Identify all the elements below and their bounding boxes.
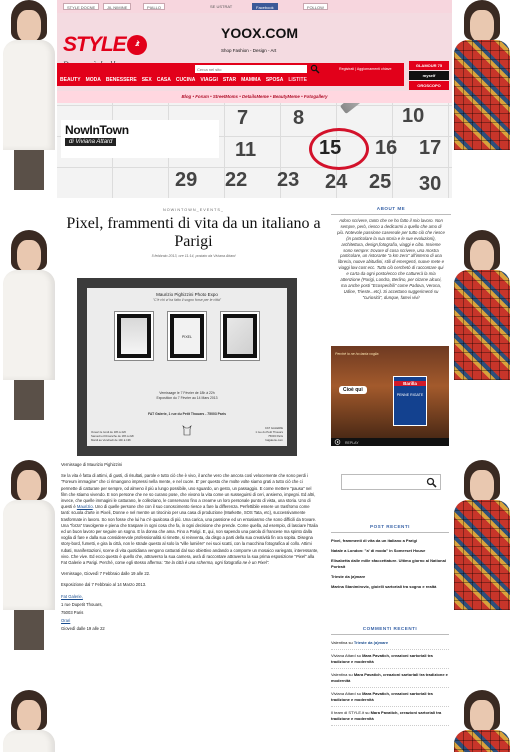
replay-icon[interactable] <box>334 439 341 445</box>
comment-item: Valentina su Trieste da (a)mare <box>331 640 449 650</box>
paragraph: 1 rue Dupetit Thouars, <box>61 601 103 607</box>
comment-post-link[interactable]: Mara Pavatich, creazioni sartoriali tra tradizione e modernità <box>331 672 448 683</box>
calendar-number: 15 <box>319 137 342 159</box>
paragraph: Vernissage, Giovedì 7 Febbraio dalle 19 alle 22. <box>61 571 151 577</box>
nav-item-benessere[interactable]: BENESSERE <box>105 77 137 83</box>
nav-item-beauty[interactable]: BEAUTY <box>60 77 81 83</box>
model-figure <box>452 230 512 410</box>
partner-links <box>409 61 449 91</box>
main-nav <box>57 75 404 86</box>
model-figure <box>0 690 57 752</box>
paragraph: Vernissage di Maurizio Pighizzini <box>61 462 122 467</box>
nav-item-sposa[interactable]: SPOSA <box>265 77 284 83</box>
paragraph: Se la vita è fatta di attimi, di gusti, di risultati, parole e tutto ciò che è vivo, il anche vero che ancora così velocemente che sono perdi i "Foreum immagine" che ci rimangono impressi nella mente, e nel cuore. E' per questo che molte volte siamo grati a tutto ciò che ci permette di catturare per sempre, od almeno il più a lungo possibile, uno sguardo, un gesto, un passaggio. E come mettere "pausa" nel film che stiamo vivendo. E non persone che ne so curano pose, che vivono la vita come un susseguirsi di ceri, ansiemo, impegni. Ed altri, invece, che quelle immagini le catturano, le colleziano, le conservano fino a crearne un loro personale punto di vista, una storia. Uno di questi è Maurizio. Uno di quelle persone che con il suo conoscimento riesce a fare la differenza. Perfettibile essere un trasfromo come tanti: scuola d'arte in Pixeli, Donne e nel mentre un tirocinio per una casa di produzione (Markette, SOS Tata, etc), successivamente trasformate in lavoro. So non fosse che lui ha c'è qualcosa di più. Una carica, una passione ed un entusiasmo che sono difficili da trovare. Una "forza" travolgente e piena che traspare in ogni cosa che fa, in ogni decisione che prende. Come quella, ad esempio, di lasciare l'Italia ed un buon lavoro per seguire un sogno. E la donna che ama. Fino a Parigi. E, qui, non sapendo una parola di francese ma spinto dalla voglia di fare e dalla sua considerevole professionalità si rimette, si reinventa, da disgo a parti della sua creatività fin ora sopita. Disegna story-bord, fumetti, e gira la città, non le strade questo al solo la "ville lumière" nei suoi scatti, con la macchina fotografica al collo. Attimi rubati, manifestazioni, scene di vita quotidiana vengono catturati dal suo obiettivo andando a comporre un mosaico variegato, interessante, vivo. Che vive. Ed ecco questo è quello che, attraverso la sua camera, avrà di raccontare attraverso la sua prima esposizione "Pixel" alla Fat Galerie a Parigi. Perché, come egli stesso afferma: "Se la città è una scherma, ogni fotografia ne è un Pixel". <box>61 473 319 566</box>
recent-post-link[interactable]: Elisabetta dalle mille sfaccettature. Ultimo giorno al National Portrait <box>331 558 446 569</box>
oroscopo-link[interactable]: OROSCOPO <box>409 81 449 90</box>
calendar-number: 8 <box>293 107 305 129</box>
top-toolbar <box>57 0 452 13</box>
calendar-number: 22 <box>225 169 248 191</box>
ad-headline: Perché io ne ho tanta voglia <box>335 352 379 356</box>
exhibition-link[interactable]: Pixel <box>295 553 306 559</box>
artist-link[interactable]: Maurizio <box>76 504 93 510</box>
paragraph: 75003 Paris <box>61 610 84 616</box>
recent-posts <box>331 524 449 594</box>
toolbar-button[interactable]: JIL NIMINE <box>103 3 131 10</box>
comment-post-link[interactable]: Mara Pavatich, creazioni sartoriali tra tradizione e modernità <box>331 691 433 702</box>
model-figure <box>452 0 512 180</box>
photo-frame: PIXEL <box>168 312 206 360</box>
poster-gallery: FAT Galerie, 1 rue du Petit Thouars - 75003 Paris <box>148 412 226 416</box>
search-bar <box>57 63 404 75</box>
article-body <box>61 462 319 638</box>
sidebar-search-input[interactable] <box>341 474 441 490</box>
calendar-number: 10 <box>402 105 425 127</box>
model-figure <box>0 0 57 180</box>
red-circle-mark <box>309 128 369 170</box>
poster-hours: Ouvert le lundi de 18h à 22h Samedi et Dimanche de 18h à 22h Mardi au Vendredi de 14h à 19h <box>91 430 135 442</box>
blog-banner <box>57 103 452 198</box>
paragraph: Giovedì dalle 19 alle 22 <box>61 626 105 632</box>
toolbar-button[interactable]: SE USTRAT <box>210 4 233 9</box>
recent-comments <box>331 626 449 729</box>
calendar-number: 16 <box>375 137 398 159</box>
model-figure <box>452 690 512 752</box>
calendar-number: 23 <box>277 169 300 191</box>
glamour-link[interactable]: GLAMOUR 75 <box>409 61 449 70</box>
cat-icon <box>181 424 193 436</box>
model-figure <box>0 460 57 640</box>
search-icon[interactable] <box>426 477 437 488</box>
background-left-models <box>0 0 57 752</box>
comment-item: Viviana Attard su Mara Pavatich, creazioni sartoriali tra tradizione e modernità <box>331 653 449 669</box>
toolbar-button[interactable]: PIALLO <box>143 3 165 10</box>
style-logo[interactable]: STYLE .it <box>63 33 147 57</box>
comment-item: Il team di STYLE.it su Mara Pavatich, creazioni sartoriali tra tradizione e modernità <box>331 710 449 726</box>
blog-title[interactable]: NowInTown <box>65 123 129 137</box>
yoox-logo[interactable]: YOOX.COM <box>221 25 299 41</box>
toolbar-button[interactable]: STYLE DOCNE <box>63 3 99 10</box>
recent-post-link[interactable]: Marina Stanimirovic, gioielli sartoriali tra sogno e realtà <box>331 584 437 589</box>
photo-frame <box>221 312 259 360</box>
ad-brand: Barilla <box>394 381 426 386</box>
article-meta: 5 febbraio 2013, ore 11:14, postato da Viviana Attard <box>151 254 236 258</box>
blog-author: di Viviana Attard <box>65 138 116 146</box>
content-area <box>57 198 452 752</box>
sub-nav[interactable]: Blog • Forum • StreetMoms • DetailsMeme • BeautyMeme • Fotogallery <box>57 91 452 103</box>
comment-post-link[interactable]: Trieste da (a)mare <box>353 640 389 645</box>
article-kicker[interactable]: NOWINTOWN_EVENTS_ <box>162 208 225 212</box>
calendar-number: 25 <box>369 171 392 193</box>
nav-item-casa[interactable]: CASA <box>156 77 171 83</box>
poster-dates: Vernissage le 7 Février de 18h à 22h Exposition du 7 Février au 14 Mars 2013 <box>156 391 218 400</box>
poster-subtitle: "C'è chi vi ha fatto il sogno forse per le città" <box>152 298 222 302</box>
search-input[interactable] <box>195 65 307 73</box>
nav-item-sex[interactable]: SEX <box>141 77 152 83</box>
paragraph[interactable]: Fat Galerie, <box>61 593 83 599</box>
article-title[interactable]: Pixel, frammenti di vita da un italiano a Parigi <box>66 215 321 250</box>
nav-item-mamma[interactable]: MAMMA <box>241 77 261 83</box>
paragraph: Esposizione dal 7 Febbraio al 14 Marzo 2013. <box>61 582 147 588</box>
calendar-number: 17 <box>419 137 442 159</box>
blog-title-box <box>61 120 219 158</box>
ad-speech-bubble: Cioè qui <box>339 386 367 394</box>
model-figure <box>452 460 512 640</box>
article <box>61 208 326 258</box>
poster-title: Maurizio Pighizzini Photo Expo <box>156 292 218 297</box>
comment-item: Valentina su Mara Pavatich, creazioni sartoriali tra tradizione e modernità <box>331 672 449 688</box>
poster-address: FAT GALERIE 1 rue du Petit Thouars 75003 Paris fatgalerie.com <box>255 426 283 442</box>
comment-post-link[interactable]: Mara Pavatich, creazioni sartoriali tra tradizione e modernità <box>331 710 442 721</box>
event-poster <box>77 278 297 456</box>
recent-post-link[interactable]: Trieste da (a)mare <box>331 574 366 579</box>
nav-item-moda[interactable]: MODA <box>85 77 101 83</box>
calendar-number: 24 <box>325 171 348 193</box>
nav-item-cucina[interactable]: CUCINA <box>175 77 196 83</box>
recent-post-link[interactable]: Natale a London: "a' di moda" in Somerset House <box>331 548 426 553</box>
calendar-number: 30 <box>419 173 442 195</box>
site-header <box>57 13 452 91</box>
pasta-box <box>393 376 427 426</box>
calendar-number: 11 <box>235 139 257 161</box>
ad-product: PENNE RIGATE <box>396 393 424 397</box>
advertisement[interactable] <box>331 346 449 446</box>
about-text: Adoro scrivere, tanto che ne ho fatto il mio lavoro. Non sempre, però, riesco a dedicarmi a quello che amo di più. Notevole passione casereale per tutto ciò che riesce (in particolare la sua storia e le sue evoluzioni), architettura, design,fotografia, viaggi e cibo. Insieme sono sempre: trovare di cosa scrivere, una mostra particolare, un ristorante "a km zero" all'interno di una libreria, nuove abitudini, stili di emergenti, nuove mete e viaggi low cost ecc. Tutto ciò cerchetò di raccontare qui e carta da ogni posto/ecco che catturerà la mia attenzione (Parigi, Londra, Berlino, per citarne alcuni, ma anche posti "Ecosperibili" come Padova, Verona, Udine, Trieste...etc). Si accettano suggerimenti su "curiosità", dunque, fatevi vivi! <box>337 218 445 300</box>
about-title: ABOUT ME <box>331 206 451 215</box>
comment-item: Viviana Attard su Mara Pavatich, creazioni sartoriali tra tradizione e modernità <box>331 691 449 707</box>
paragraph[interactable]: Orari <box>61 618 71 624</box>
photo-frame <box>115 312 153 360</box>
nav-item-listite[interactable]: LISTITE <box>288 77 307 83</box>
calendar-number: 7 <box>237 107 249 129</box>
yoox-subtitle: Shop Fashion - Design - Art <box>221 48 277 53</box>
follow-button[interactable]: FOLLOW <box>303 3 328 10</box>
account-links[interactable]: Registrati | Aggiornamenti chiave <box>339 67 392 71</box>
model-figure <box>0 230 57 410</box>
nav-item-viaggi[interactable]: VIAGGI <box>200 77 218 83</box>
calendar-number: 29 <box>175 169 198 191</box>
recent-posts-title: POST RECENTI <box>331 524 449 533</box>
replay-label[interactable]: REPLAY <box>345 441 359 445</box>
myself-link[interactable]: myself <box>409 71 449 80</box>
background-right-models <box>452 0 512 752</box>
facebook-button[interactable]: Facebook <box>252 3 278 10</box>
comment-post-link[interactable]: Mara Pavatich, creazioni sartoriali tra tradizione e modernità <box>331 653 433 664</box>
recent-post-link[interactable]: Pixel, frammenti di vita da un italiano a Parigi <box>331 538 418 543</box>
nav-item-star[interactable]: STAR <box>222 77 237 83</box>
recent-comments-title: COMMENTI RECENTI <box>331 626 449 635</box>
sidebar <box>331 206 451 721</box>
search-icon[interactable] <box>310 64 320 74</box>
